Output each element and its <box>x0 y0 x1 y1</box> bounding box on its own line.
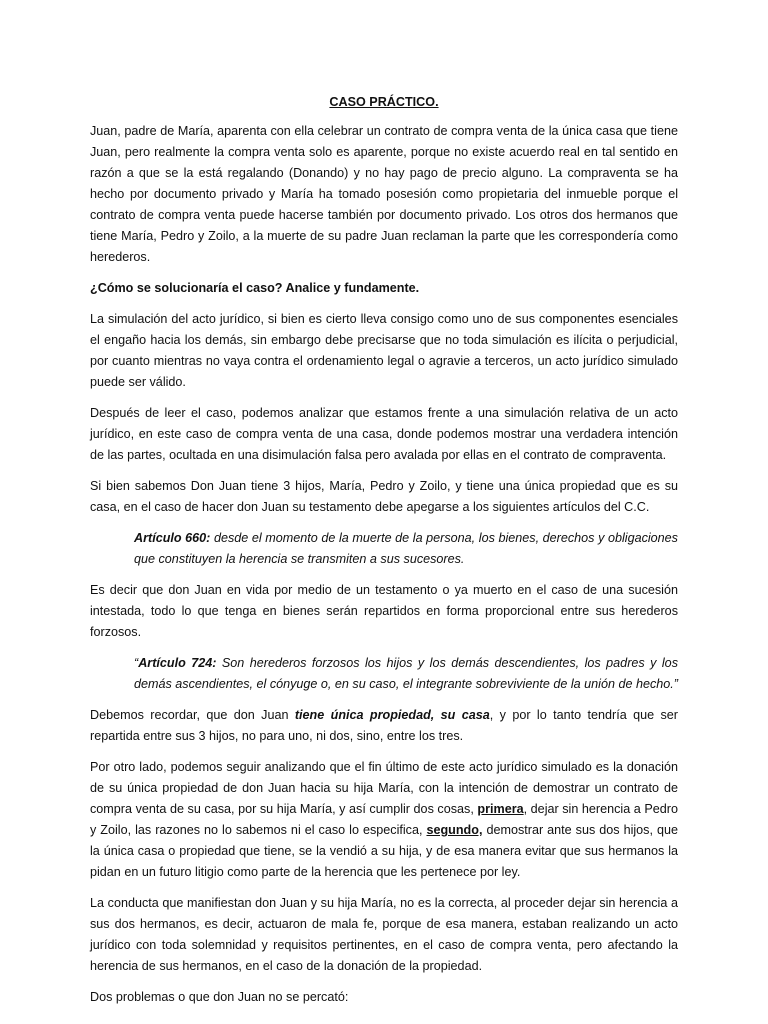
document-body <box>90 92 678 1018</box>
heirs-paragraph: Si bien sabemos Don Juan tiene 3 hijos, María, Pedro y Zoilo, y tiene una única propiedad que es su casa, en el caso de hacer don Juan su testamento debe apegarse a los siguientes artículos del C.C. <box>90 479 678 514</box>
purpose-second-keyword: segundo, <box>426 823 483 837</box>
simulation-paragraph: La simulación del acto jurídico, si bien es cierto lleva consigo como uno de sus componentes esenciales el engaño hacia los demás, sin embargo debe precisarse que no toda simulación es ilícita o perjudicial, por cuanto mientras no vaya contra el ordenamiento legal o agravie a terceros, un acto jurídico simulado puede ser válido. <box>90 312 678 389</box>
article-724-quote <box>134 653 678 695</box>
article-660-text: desde el momento de la muerte de la persona, los bienes, derechos y obligaciones que constituyen la herencia se transmiten a sus sucesores. <box>134 531 678 566</box>
article-660-quote <box>134 528 678 570</box>
case-statement-paragraph: Juan, padre de María, aparenta con ella celebrar un contrato de compra venta de la única casa que tiene Juan, pero realmente la compra venta solo es aparente, porque no existe acuerdo real en tal sentido en razón a que se la está regalando (Donando) y no hay pago de precio alguno. La compraventa se ha hecho por documento privado y María ha tomado posesión como propietaria del inmueble porque el contrato de compra venta puede hacerse también por documento privado. Los otros dos hermanos que tiene María, Pedro y Zoilo, a la muerte de su padre Juan reclaman la parte que les correspondería como herederos. <box>90 124 678 264</box>
article-724-open-quote: “ <box>134 656 139 670</box>
reminder-text-a: Debemos recordar, que don Juan <box>90 708 295 722</box>
purpose-text-a: Por otro lado, podemos seguir analizando que el fin último de este acto jurídico simulado es la donación de su única propiedad de don Juan hacia su hija María, con la intención de demostrar un contrato de compra venta de su casa, por su hija María, y así cumplir dos cosas, <box>90 760 678 816</box>
problems-heading: Dos problemas o que don Juan no se percató: <box>90 990 349 1004</box>
purpose-first-keyword: primera <box>477 802 524 816</box>
reminder-paragraph <box>90 705 678 747</box>
page-title: CASO PRÁCTICO. <box>329 95 439 109</box>
reminder-text-c: , y por lo tanto tendría que ser repartida entre sus 3 hijos, no para uno, ni dos, sino, entre los tres. <box>90 708 678 743</box>
analysis-paragraph: Después de leer el caso, podemos analizar que estamos frente a una simulación relativa de un acto jurídico, en este caso de compra venta de una casa, donde podemos mostrar una verdadera intención de las partes, ocultada en una disimulación falsa pero avalada por ellas en el contrato de compraventa. <box>90 406 678 462</box>
purpose-text-c: demostrar ante sus dos hijos, que la única casa o propiedad que tiene, se la vendió a su hija, y de esa manera evitar que sus hermanos la pidan en un futuro litigio como parte de la herencia que les pertenece por ley. <box>90 823 678 879</box>
article-724-label: Artículo 724: <box>138 656 217 670</box>
reminder-emphasis: tiene única propiedad, su casa <box>294 708 490 722</box>
article-660-label: Artículo 660: <box>134 531 211 545</box>
conduct-paragraph: La conducta que manifiestan don Juan y su hija María, no es la correcta, al proceder dejar sin herencia a sus dos hermanos, es decir, actuaron de mala fe, porque de esa manera, estaban realizando un acto jurídico con toda solemnidad y requisitos pertinentes, en el caso de compra venta, pero afectando la herencia de sus hermanos, en el caso de la donación de la propiedad. <box>90 896 678 973</box>
article-724-text: Son herederos forzosos los hijos y los demás descendientes, los padres y los demás ascendientes, el cónyuge o, en su caso, el integrante sobreviviente de la unión de hecho.” <box>134 656 678 691</box>
question-heading: ¿Cómo se solucionaría el caso? Analice y fundamente. <box>90 281 420 295</box>
purpose-text-b: , dejar sin herencia a Pedro y Zoilo, las razones no lo sabemos ni el caso lo especifica, <box>90 802 678 837</box>
purpose-paragraph <box>90 757 678 883</box>
testament-paragraph: Es decir que don Juan en vida por medio de un testamento o ya muerto en el caso de una sucesión intestada, todo lo que tenga en bienes serán repartidos en forma proporcional entre sus herederos forzosos. <box>90 583 678 639</box>
